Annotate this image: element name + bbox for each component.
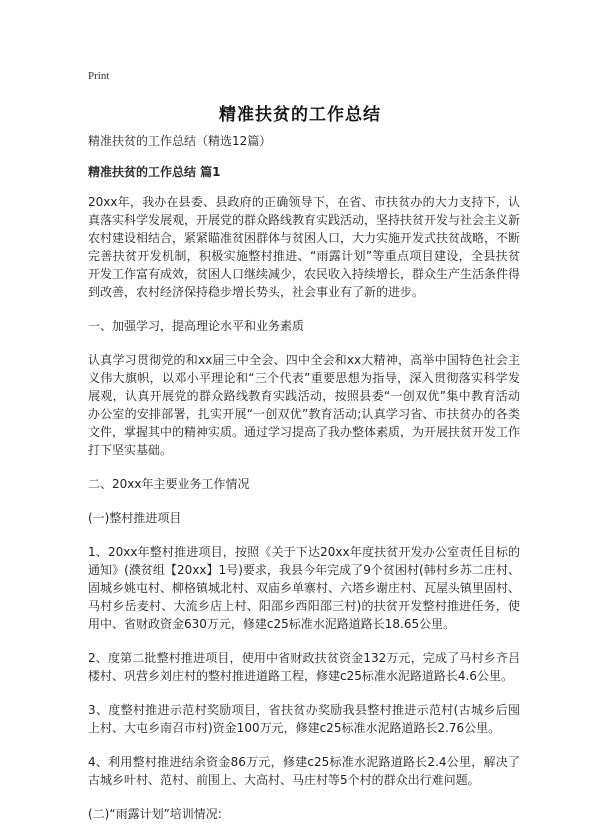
paragraph-item-4: 4、利用整村推进结余资金86万元，修建c25标准水泥路道路长2.4公里，解决了古城乡叶村、范村、前围上、大高村、马庄村等5个村的群众出行难问题。 [88, 755, 520, 787]
paragraph-item-1: 1、20xx年整村推进项目，按照《关于下达20xx年度扶贫开发办公室责任目标的通知》(濮贫组【20xx】1号)要求，我县今年完成了9个贫困村(韩村乡苏二庄村、固城乡姚屯村、柳格镇城北村、双庙乡单寨村、六塔乡谢庄村、瓦屋头镇里固村、马村乡岳麦村、大流乡店上村、阳邵乡西阳邵三村)的扶贫开发整村推进任务，使用中、省财政资金630万元，修建c25标准水泥路道路长18.65公里。 [88, 545, 521, 631]
heading-training: (二)“雨露计划”培训情况: [88, 807, 222, 821]
print-link[interactable]: Print [88, 70, 110, 82]
heading-main-work: 二、20xx年主要业务工作情况 [88, 477, 250, 491]
heading-study: 一、加强学习，提高理论水平和业务素质 [88, 319, 305, 333]
paragraph-study: 认真学习贯彻党的和xx届三中全会、四中全会和xx大精神，高举中国特色社会主义伟大旗帜，以邓小平理论和“三个代表”重要思想为指导，深入贯彻落实科学发展观，认真开展党的群众路线教育实践活动，按照县委“一创双优”集中教育活动办公室的安排部署，扎实开展“一创双优”教育活动;认真学习省、市扶贫办的各类文件，掌握其中的精神实质。通过学习提高了我办整体素质，为开展扶贫开发工作打下坚实基础。 [88, 353, 521, 457]
section-title: 精准扶贫的工作总结 篇1 [88, 165, 221, 179]
document-subtitle: 精准扶贫的工作总结（精选12篇） [88, 134, 272, 148]
paragraph-item-3: 3、度整村推进示范村奖励项目，省扶贫办奖励我县整村推进示范村(古城乡后囤上村、大屯乡南召市村)资金100万元，修建c25标准水泥路道路长2.76公里。 [88, 703, 520, 735]
paragraph-intro: 20xx年，我办在县委、县政府的正确领导下，在省、市扶贫办的大力支持下，认真落实科学发展观，开展党的群众路线教育实践活动，坚持扶贫开发与社会主义新农村建设相结合，紧紧瞄准贫困群体与贫困人口，大力实施开发式扶贫战略，不断完善扶贫开发机制，积极实施整村推进、“雨露计划”等重点项目建设，全县扶贫开发工作富有成效，贫困人口继续减少，农民收入持续增长，群众生产生活条件得到改善，农村经济保持稳步增长势头，社会事业有了新的进步。 [88, 195, 521, 299]
document-title: 精准扶贫的工作总结 [219, 105, 381, 125]
document-body [88, 132, 520, 839]
paragraph-item-2: 2、度第二批整村推进项目，使用中省财政扶贫资金132万元，完成了马村乡齐吕楼村、巩营乡刘庄村的整村推进道路工程，修建c25标准水泥路道路长4.6公里。 [88, 651, 520, 683]
heading-village-project: (一)整村推进项目 [88, 511, 182, 525]
